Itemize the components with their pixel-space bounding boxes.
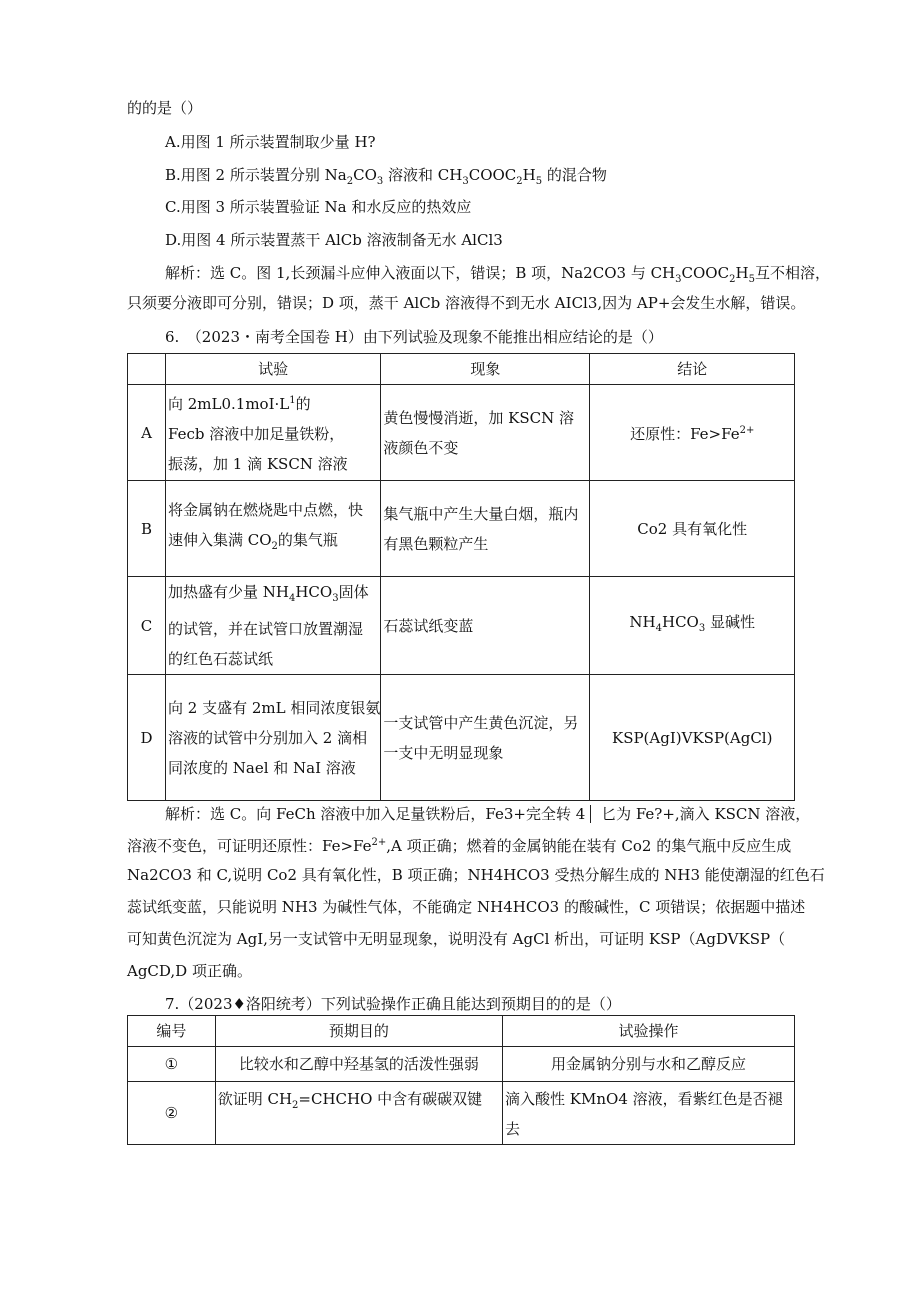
option-d: D.用图 4 所示装置蒸干 AlCb 溶液制备无水 AlCl3 [165,231,503,249]
conclusion-cell: 还原性：$Fe>Fe^{2+}$ [590,385,795,481]
phenomenon-cell: 一支试管中产生黄色沉淀，另 一支中无明显现象 [381,675,590,801]
analysis-q6-line6: AgCD,D 项正确。 [127,962,252,980]
analysis-q6-line1: 解析：选 C。向 FeCh 溶液中加入足量铁粉后，Fe3+完全转 4 匕为 Fe?+,滴入 KSCN 溶液， [165,805,811,823]
header-goal: 预期目的 [215,1016,502,1047]
analysis-q5-line2: 只须要分液即可分别，错误；D 项，蒸干 AlCb 溶液得不到无水 AICl3,因为 AP+会发生水解，错误。 [127,294,806,312]
option-b: B.用图 2 所示装置分别 $Na_2CO_3$ 溶液和 $CH_3COOC_2H_5$ 的混合物 [165,166,607,187]
operation-cell: 滴入酸性 KMnO4 溶液，看紫红色是否褪 去 [503,1082,795,1145]
table-row [128,1047,795,1082]
header-conclusion: 结论 [590,354,795,385]
experiment-cell: 向 $2mL0.1moI\cdot L^1$的 Fecb 溶液中加足量铁粉， 振荡，加 1 滴 KSCN 溶液 [165,385,380,481]
header-number: 编号 [128,1016,216,1047]
row-number: ② [128,1082,216,1145]
question-6-stem: 6. （2023・南考全国卷 H）由下列试验及现象不能推出相应结论的是（） [165,328,663,346]
question-7-stem: 7.（2023♦洛阳统考）下列试验操作正确且能达到预期目的的是（） [165,995,621,1013]
phenomenon-cell: 黄色慢慢消逝，加 KSCN 溶 液颜色不变 [381,385,590,481]
goal-cell: 比较水和乙醇中羟基氢的活泼性强弱 [215,1047,502,1082]
row-number: ① [128,1047,216,1082]
table-row [128,1082,795,1145]
header-phenomenon: 现象 [381,354,590,385]
header-blank [128,354,166,385]
header-operation: 试验操作 [503,1016,795,1047]
row-label: C [128,577,166,675]
analysis-q6-line3: Na2CO3 和 C,说明 Co2 具有氧化性，B 项正确；NH4HCO3 受热分解生成的 NH3 能使潮湿的红色石 [127,866,825,884]
experiment-table-q7 [127,1015,795,1145]
row-label: A [128,385,166,481]
table-header-row [128,1016,795,1047]
phenomenon-cell: 石蕊试纸变蓝 [381,577,590,675]
table-row [128,577,795,675]
operation-cell: 用金属钠分别与水和乙醇反应 [503,1047,795,1082]
row-label: D [128,675,166,801]
analysis-q6-line5: 可知黄色沉淀为 AgI,另一支试管中无明显现象，说明没有 AgCl 析出，可证明 KSP（AgDVKSP（ [127,930,786,948]
option-c: C.用图 3 所示装置验证 Na 和水反应的热效应 [165,198,472,216]
question-tail: 的的是（） [127,99,203,117]
phenomenon-cell: 集气瓶中产生大量白烟，瓶内 有黑色颗粒产生 [381,481,590,577]
table-header-row [128,354,795,385]
experiment-cell: 将金属钠在燃烧匙中点燃，快 速伸入集满 $CO_2$的集气瓶 [165,481,380,577]
conclusion-cell: $NH_4HCO_3$ 显碱性 [590,577,795,675]
analysis-q5-line1: 解析：选 C。图 1,长颈漏斗应伸入液面以下，错误；B 项，Na2CO3 与 $CH_3COOC_2H_5$互不相溶， [165,264,830,285]
experiment-cell: 加热盛有少量 $NH_4HCO_3$固体 的试管，并在试管口放置潮湿 的红色石蕊试纸 [165,577,380,675]
header-experiment: 试验 [165,354,380,385]
table-row [128,481,795,577]
experiment-cell: 向 2 支盛有 2mL 相同浓度银氨 溶液的试管中分别加入 2 滴相 同浓度的 Nael 和 NaI 溶液 [165,675,380,801]
row-label: B [128,481,166,577]
conclusion-cell: KSP(AgI)VKSP(AgCl) [590,675,795,801]
option-a: A.用图 1 所示装置制取少量 H? [165,133,376,151]
table-row [128,675,795,801]
analysis-q6-line2: 溶液不变色，可证明还原性：$Fe>Fe^{2+},A$ 项正确；燃着的金属钠能在装有 Co2 的集气瓶中反应生成 [127,837,792,855]
conclusion-cell: Co2 具有氧化性 [590,481,795,577]
analysis-q6-line4: 蕊试纸变蓝，只能说明 NH3 为碱性气体，不能确定 NH4HCO3 的酸碱性，C 项错误；依据题中描述 [127,898,806,916]
goal-cell: 欲证明 $CH_2=CHCHO$ 中含有碳碳双键 [215,1082,502,1145]
table-row [128,385,795,481]
experiment-table-q6 [127,353,795,801]
